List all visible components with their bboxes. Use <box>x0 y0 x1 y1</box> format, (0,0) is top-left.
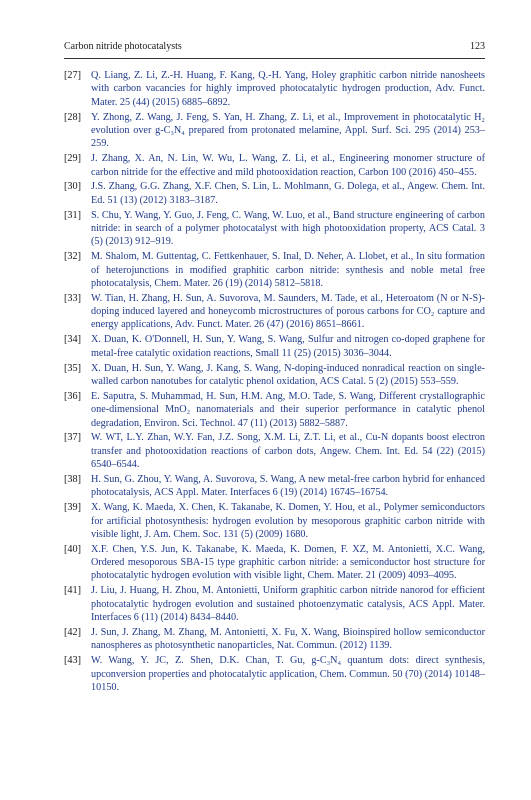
reference-item <box>64 654 485 694</box>
reference-item <box>64 292 485 332</box>
reference-item <box>64 584 485 624</box>
reference-text[interactable]: H. Sun, G. Zhou, Y. Wang, A. Suvorova, S. Wang, A new metal-free carbon hybrid for enhanced photocatalysis, ACS Appl. Mater. Interfaces 6 (19) (2014) 16745–16754. <box>91 473 485 499</box>
reference-text[interactable]: M. Shalom, M. Guttentag, C. Fettkenhauer, S. Inal, D. Neher, A. Llobet, et al., In situ formation of heterojunctions in modified graphitic carbon nitride: synthesis and noble metal free photocatalysis, Chem. Mater. 26 (19) (2014) 5812–5818. <box>91 251 485 289</box>
reference-number: [34] <box>64 334 81 346</box>
page-number: 123 <box>470 41 485 52</box>
reference-number: [43] <box>64 655 81 667</box>
reference-item <box>64 501 485 541</box>
reference-item <box>64 626 485 653</box>
reference-item <box>64 180 485 207</box>
reference-number: [33] <box>64 292 81 304</box>
reference-number: [39] <box>64 502 81 514</box>
reference-text[interactable]: J. Liu, J. Huang, H. Zhou, M. Antonietti, Uniform graphitic carbon nitride nanorod for efficient photocatalytic hydrogen evolution and sustained photoenzymatic catalysis, ACS Appl. Mater. Interfaces 6 (11) (2014) 8434–8440. <box>91 585 485 624</box>
reference-text[interactable]: J. Zhang, X. An, N. Lin, W. Wu, L. Wang, Z. Li, et al., Engineering monomer structure of carbon nitride for the effective and mild photooxidation reaction, Carbon 100 (2016) 450–455. <box>91 153 485 178</box>
reference-text[interactable]: E. Saputra, S. Muhammad, H. Sun, H.M. Ang, M.O. Tade, S. Wang, Different crystallographic one-dimensional MnO₂ nanomaterials and their superior performance in catalytic phenol degradation, Environ. Sci. Technol. 47 (11) (2013) 5882–5887. <box>91 390 485 429</box>
reference-text[interactable]: W. Wang, Y. JC, Z. Shen, D.K. Chan, T. Gu, g-C₃N₄ quantum dots: direct synthesis, upconversion properties and photocatalytic application, Chem. Commun. 50 (70) (2014) 10148–10150. <box>91 655 485 693</box>
reference-number: [31] <box>64 209 81 221</box>
reference-number: [29] <box>64 153 81 165</box>
reference-text[interactable]: Y. Zhong, Z. Wang, J. Feng, S. Yan, H. Zhang, Z. Li, et al., Improvement in photocatalytic H₂ evolution over g-C₃N₄ prepared from protonated melamine, Appl. Surf. Sci. 295 (2014) 253–259. <box>91 111 485 150</box>
reference-number: [41] <box>64 585 81 597</box>
reference-number: [28] <box>64 111 81 123</box>
reference-item <box>64 362 485 389</box>
reference-text[interactable]: W. WT, L.Y. Zhan, W.Y. Fan, J.Z. Song, X.M. Li, Z.T. Li, et al., Cu-N dopants boost electron transfer and photooxidation reactions of carbon dots, Angew. Chem. Int. Ed. 54 (22) (2015) 6540–6544. <box>91 432 485 471</box>
reference-item <box>64 111 485 151</box>
header-rule <box>64 58 485 59</box>
reference-number: [40] <box>64 543 81 555</box>
reference-item <box>64 431 485 471</box>
reference-number: [37] <box>64 432 81 444</box>
reference-item <box>64 333 485 360</box>
reference-text[interactable]: X. Duan, K. O'Donnell, H. Sun, Y. Wang, S. Wang, Sulfur and nitrogen co-doped graphene for metal-free catalytic oxidation reactions, Small 11 (25) (2015) 3036–3044. <box>91 334 485 359</box>
reference-item <box>64 152 485 179</box>
reference-text[interactable]: Q. Liang, Z. Li, Z.-H. Huang, F. Kang, Q.-H. Yang, Holey graphitic carbon nitride nanosheets with carbon vacancies for highly improved photocatalytic hydrogen production, Adv. Funct. Mater. 25 (44) (2015) 6885–6892. <box>91 70 485 108</box>
reference-item <box>64 69 485 109</box>
reference-number: [42] <box>64 626 81 638</box>
reference-text[interactable]: X. Wang, K. Maeda, X. Chen, K. Takanabe, K. Domen, Y. Hou, et al., Polymer semiconductors for artificial photosynthesis: hydrogen evolution by mesoporous graphitic carbon nitride with visible light, J. Am. Chem. Soc. 131 (5) (2009) 1680. <box>91 502 485 540</box>
running-header <box>64 41 485 55</box>
reference-text[interactable]: X. Duan, H. Sun, Y. Wang, J. Kang, S. Wang, N-doping-induced nonradical reaction on single-walled carbon nanotubes for catalytic phenol oxidation, ACS Catal. 5 (2) (2015) 553–559. <box>91 362 485 387</box>
reference-text[interactable]: J. Sun, J. Zhang, M. Zhang, M. Antonietti, X. Fu, X. Wang, Bioinspired hollow semiconductor nanospheres as photosynthetic nanoparticles, Nat. Commun. (2012) 1139. <box>91 626 485 652</box>
reference-number: [27] <box>64 70 81 81</box>
running-title: Carbon nitride photocatalysts <box>64 41 182 52</box>
reference-number: [36] <box>64 390 81 402</box>
reference-item <box>64 473 485 500</box>
reference-text[interactable]: X.F. Chen, Y.S. Jun, K. Takanabe, K. Maeda, K. Domen, F. XZ, M. Antonietti, X.C. Wang, Ordered mesoporous SBA-15 type graphitic carbon nitride: a semiconductor host structure for photocatalytic hydrogen evolution with visible light, Chem. Mater. 21 (2009) 4093–4095. <box>91 543 485 582</box>
reference-item <box>64 543 485 583</box>
reference-text[interactable]: W. Tian, H. Zhang, H. Sun, A. Suvorova, M. Saunders, M. Tade, et al., Heteroatom (N or N-S)-doping induced layered and honeycomb microstructures of porous carbons for CO₂ capture and energy applications, Adv. Funct. Mater. 26 (47) (2016) 8651–8661. <box>91 292 485 331</box>
reference-list <box>64 69 485 696</box>
reference-item <box>64 209 485 249</box>
reference-number: [35] <box>64 362 81 374</box>
reference-item <box>64 250 485 290</box>
reference-text[interactable]: J.S. Zhang, G.G. Zhang, X.F. Chen, S. Lin, L. Mohlmann, G. Dolega, et al., Angew. Chem. Int. Ed. 51 (13) (2012) 3183–3187. <box>91 181 485 206</box>
reference-item <box>64 390 485 430</box>
reference-text[interactable]: S. Chu, Y. Wang, Y. Guo, J. Feng, C. Wang, W. Luo, et al., Band structure engineering of carbon nitride: in search of a polymer photocatalyst with high photooxidation property, ACS Catal. 3 (5) (2013) 912–919. <box>91 209 485 248</box>
reference-number: [38] <box>64 473 81 485</box>
reference-number: [30] <box>64 181 81 193</box>
reference-number: [32] <box>64 251 81 263</box>
